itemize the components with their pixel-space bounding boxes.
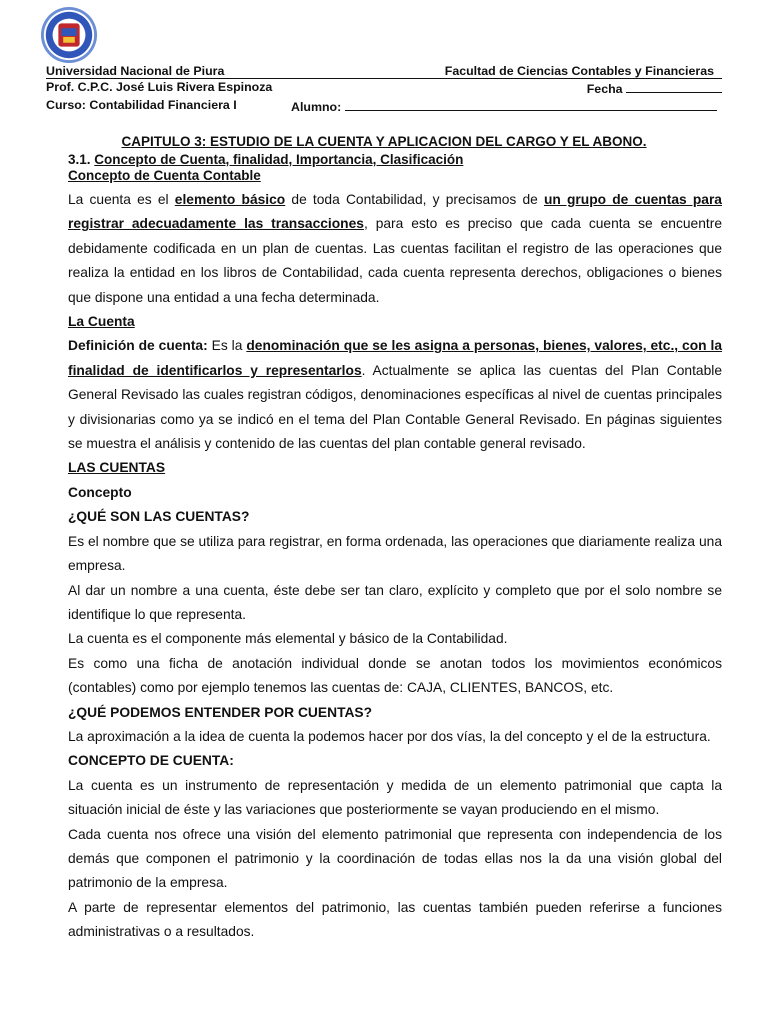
section-title [68, 152, 463, 168]
header-row-3 [46, 98, 722, 114]
question-que-son: ¿QUÉ SON LAS CUENTAS? [68, 509, 250, 525]
paragraph-definicion: Definición de cuenta: Es la denominación que se les asigna a personas, bienes, valores, etc., con la finalidad de identificarlos y representarlos. Actualmente se aplica las cuentas del Plan Contable General Revisado las cuales registran códigos, denominaciones específicas al nivel de cuentas principales y divisionarias como ya se indicó en el tema del Plan Contable General Revisado. En páginas siguientes se muestra el análisis y contenido de las cuentas del plan contable general revisado. [68, 338, 723, 452]
university-seal-icon [40, 6, 98, 64]
paragraph-a7: Cada cuenta nos ofrece una visión del elemento patrimonial que representa con independencia de los demás que componen el patrimonio y la coordinación de todas ellas nos la da una visión global del patrimonio de la empresa. [68, 826, 722, 891]
section-subheading: Concepto de Cuenta Contable [68, 168, 261, 183]
fecha-label: Fecha [586, 82, 623, 96]
paragraph-a4: Es como una ficha de anotación individual donde se anotan todos los movimientos económicos (contables) como por ejemplo tenemos las cuentas de: CAJA, CLIENTES, BANCOS, etc. [68, 655, 722, 696]
paragraph-a2: Al dar un nombre a una cuenta, éste debe ser tan claro, explícito y completo que por el solo nombre se identifique lo que representa. [68, 582, 722, 622]
fecha-blank [626, 80, 722, 93]
paragraph-a6: La cuenta es un instrumento de representación y medida de un elemento patrimonial que capta la situación inicial de éste y las variaciones que posteriormente se vayan produciendo en el mismo. [68, 777, 722, 818]
fecha-field [587, 80, 722, 97]
emphasis-grupo-de-cuentas: un grupo de cuentas para registrar adecuadamente las transacciones [68, 192, 722, 232]
professor-name: Prof. C.P.C. José Luis Rivera Espinoza [46, 80, 273, 94]
section-number: 3.1. [68, 152, 91, 167]
alumno-label: Alumno: [291, 100, 342, 114]
paragraph-a1: Es el nombre que se utiliza para registrar, en forma ordenada, las operaciones que diariamente realiza una empresa. [68, 533, 722, 574]
document-body [68, 188, 722, 945]
header-row-2 [46, 80, 722, 96]
emphasis-denominacion: denominación que se les asigna a personas, bienes, valores, etc., con la finalidad de identificarlos y representarlos [68, 338, 723, 378]
paragraph-a3: La cuenta es el componente más elemental y básico de la Contabilidad. [68, 631, 508, 647]
emphasis-elemento-basico: elemento básico [174, 192, 286, 207]
heading-concepto-de-cuenta: CONCEPTO DE CUENTA: [68, 753, 234, 769]
heading-las-cuentas: LAS CUENTAS [68, 460, 166, 476]
heading-concepto: Concepto [68, 484, 132, 500]
alumno-field [291, 98, 717, 115]
alumno-blank [345, 98, 717, 111]
university-name: Universidad Nacional de Piura [46, 64, 225, 78]
paragraph-intro: La cuenta es el elemento básico de toda Contabilidad, y precisamos de un grupo de cuentas para registrar adecuadamente las transacciones, para esto es preciso que cada cuenta se encuentre debidamente codificada en un plan de cuentas. Las cuentas facilitan el registro de las operaciones que realiza la entidad en los libros de Contabilidad, cada cuenta representa derechos, obligaciones o bienes que dispone una entidad a una fecha determinada. [68, 192, 722, 305]
paragraph-a8: A parte de representar elementos del patrimonio, las cuentas también pueden referirse a funciones administrativas o a resultados. [68, 899, 722, 940]
header-row-1 [46, 64, 722, 79]
paragraph-a5: La aproximación a la idea de cuenta la podemos hacer por dos vías, la del concepto y el de la estructura. [68, 728, 711, 744]
chapter-title: CAPITULO 3: ESTUDIO DE LA CUENTA Y APLICACION DEL CARGO Y EL ABONO. [121, 134, 647, 149]
question-que-podemos: ¿QUÉ PODEMOS ENTENDER POR CUENTAS? [68, 704, 373, 720]
course-name: Curso: Contabilidad Financiera I [46, 98, 237, 112]
definition-label: Definición de cuenta: [68, 338, 208, 354]
faculty-name: Facultad de Ciencias Contables y Financieras [444, 64, 714, 78]
heading-la-cuenta: La Cuenta [68, 314, 135, 330]
section-title-text: Concepto de Cuenta, finalidad, Importancia, Clasificación [94, 152, 464, 167]
